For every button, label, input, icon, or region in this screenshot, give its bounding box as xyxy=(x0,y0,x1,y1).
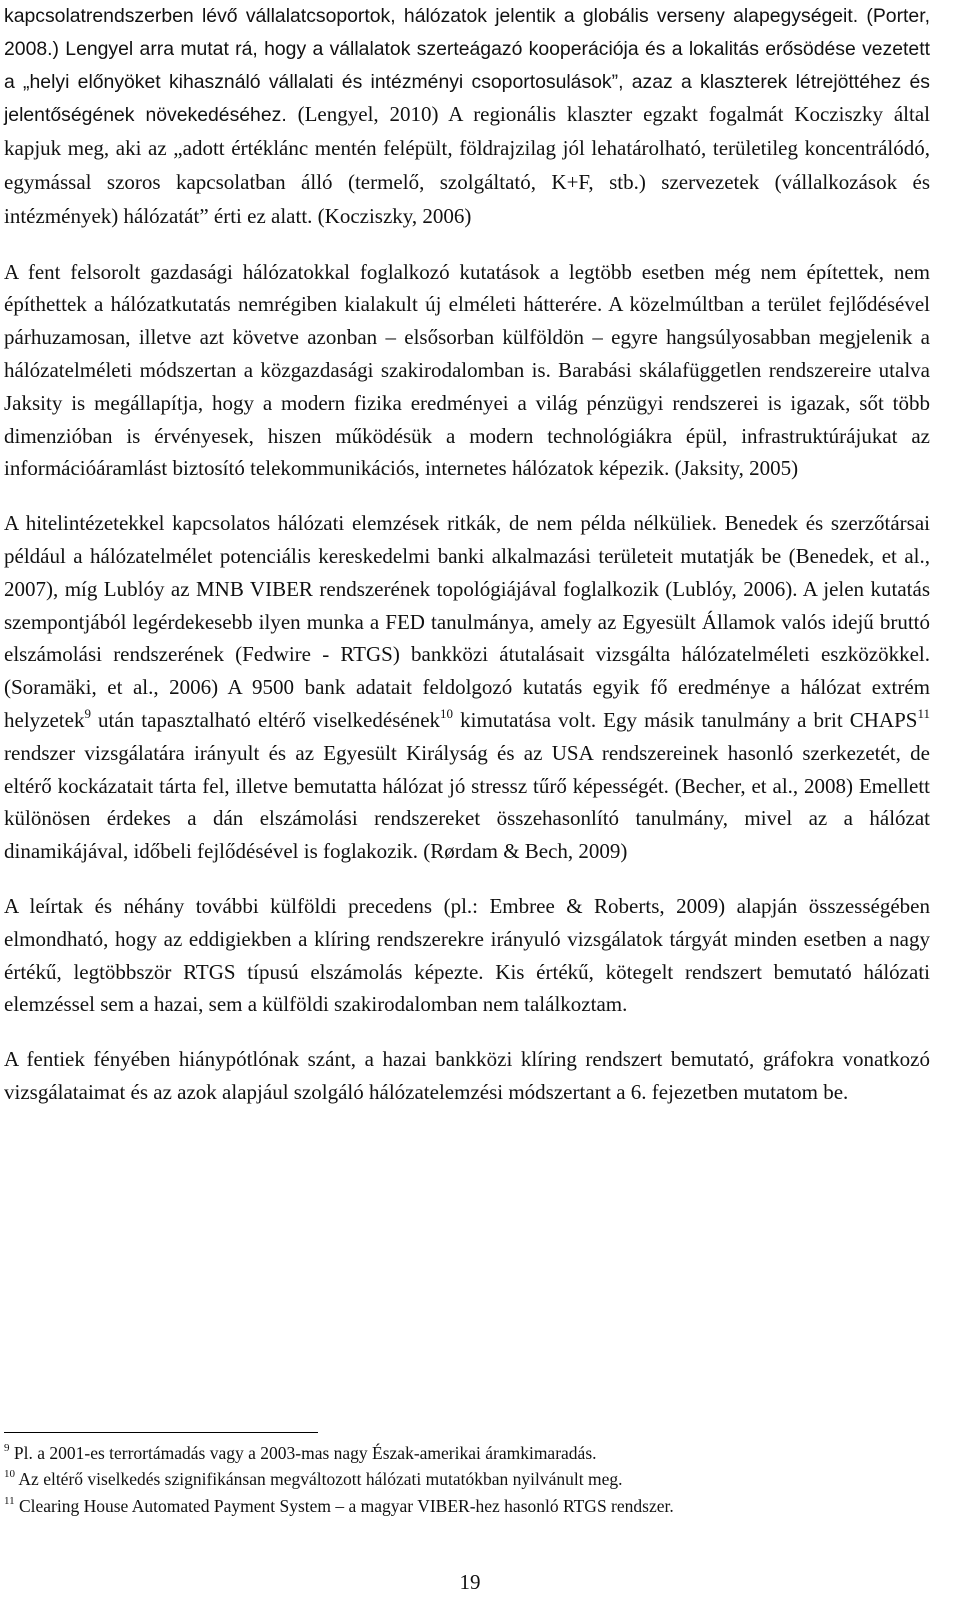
paragraph-text: A hitelintézetekkel kapcsolatos hálózati elemzések ritkák, de nem példa nélküliek. Benedek és szerzőtársai például a hálózatelmélet potenciális kereskedelmi banki alkalmazási területeit mutatják be (Benedek, et al., 2007), míg Lublóy az MNB VIBER rendszerének topológiájával foglalkozik (Lublóy, 2006). A jelen kutatás szempontjából legérdekesebb ilyen munka a FED tanulmánya, amely az Egyesült Államok valós idejű bruttó elszámolási rendszerének (Fedwire - RTGS) bankközi átutalásait vizsgálta hálózatelméleti eszközökkel. (Soramäki, et al., 2006) A 9500 bank adatait feldolgozó kutatás egyik fő eredménye a hálózat extrém helyzetek xyxy=(4,511,930,732)
paragraph-credit-institutions xyxy=(4,507,930,868)
footnote-ref-9[interactable]: 9 xyxy=(84,705,91,721)
footnotes xyxy=(4,1440,930,1519)
footnote-ref-10[interactable]: 10 xyxy=(440,705,454,721)
paragraph-clusters-sans-text: kapcsolatrendszerben lévő vállalatcsoportok, hálózatok jelentik a globális verseny alapegységeit. (Porter, 2008.) Lengyel arra mutat rá, hogy a vállalatok szerteágazó kooperációja és a lokalitás erősödése vezetett a „helyi előnyöket kihasználó vállalati és intézményi csoportosulások”, azaz a klaszterek létrejöttéhez és jelentőségének növekedéséhez. xyxy=(4,5,930,127)
footnote-10 xyxy=(4,1466,930,1492)
page-number: 19 xyxy=(459,1570,481,1594)
footnote-number: 11 xyxy=(4,1494,15,1507)
footnote-11 xyxy=(4,1493,930,1519)
paragraph-text: után tapasztalható eltérő viselkedésének xyxy=(90,707,441,732)
footnote-number: 10 xyxy=(4,1468,15,1481)
footnote-ref-11[interactable]: 11 xyxy=(917,705,930,721)
paragraph-clusters-serif-text: (Lengyel, 2010) A regionális klaszter egzakt fogalmát Kocziszky által kapjuk meg, aki az „adott értéklánc mentén felépült, földrajzilag jól lehatárolható, területileg koncentrálódó, egymással szoros kapcsolatban álló (termelő, szolgáltató, K+F, stb.) szervezetek (vállalkozások és intézmények) hálózatát” érti ez alatt. (Kocziszky, 2006) xyxy=(4,102,930,228)
paragraph-precedents: A leírtak és néhány további külföldi precedens (pl.: Embree & Roberts, 2009) alapján összességében elmondható, hogy az eddigiekben a klíring rendszerekre irányuló vizsgálatok tárgyát minden esetben a nagy értékű, legtöbbször RTGS típusú elszámolás képezte. Kis értékű, kötegelt rendszert bemutató hálózati elemzéssel sem a hazai, sem a külföldi szakirodalomban nem találkoztam. xyxy=(4,893,930,1017)
paragraph-text: rendszer vizsgálatára irányult és az Egyesült Királyság és az USA rendszereinek hasonló szerkezetét, de eltérő kockázatait tárta fel, illetve bemutatta hálózat jó stressz tűrő képességét. (Becher, et al., 2008) Emellett különösen érdekes a dán elszámolási rendszereket összehasonlító tanulmány, mivel az a hálózat dinamikájával, időbeli fejlődésével is foglakozik. (Rørdam & Bech, 2009) xyxy=(4,740,930,864)
paragraph-conclusion: A fentiek fényében hiánypótlónak szánt, a hazai bankközi klíring rendszert bemutató, gráfokra vonatkozó vizsgálataimat és az azok alapjául szolgáló hálózatelemzési módszertant a 6. fejezetben mutatom be. xyxy=(4,1047,930,1104)
footnote-text: Clearing House Automated Payment System – a magyar VIBER-hez hasonló RTGS rendszer. xyxy=(14,1495,674,1516)
paragraph-text: kimutatása volt. Egy másik tanulmány a brit CHAPS xyxy=(453,707,918,732)
paragraph-clusters xyxy=(4,0,930,234)
document-page xyxy=(4,0,930,1109)
footnote-text: Pl. a 2001-es terrortámadás vagy a 2003-mas nagy Észak-amerikai áramkimaradás. xyxy=(9,1443,597,1463)
paragraph-network-research: A fent felsorolt gazdasági hálózatokkal foglalkozó kutatások a legtöbb esetben még nem építettek, nem építhettek a hálózatkutatás nemrégiben kialakult új elméleti hátterére. A közelmúltban a terület fejlődésével párhuzamosan, illetve azt követve azonban – elsősorban külföldön – egyre hangsúlyosabban megjelenik a hálózatelméleti módszertan a közgazdasági szakirodalomban is. Barabási skálafüggetlen rendszereire utalva Jaksity is megállapítja, hogy a modern fizika eredményei a világ pénzügyi rendszerei is igazak, sőt több dimenzióban is érvényesek, hiszen működésük a modern technológiákra épül, infrastruktúrájukat az információáramlást biztosító telekommunikációs, internetes hálózatok képezik. (Jaksity, 2005) xyxy=(4,259,930,481)
footnote-separator xyxy=(4,1432,318,1433)
footnote-text: Az eltérő viselkedés szignifikánsan megváltozott hálózati mutatókban nyilvánult meg. xyxy=(15,1469,623,1490)
footnote-9 xyxy=(4,1440,930,1466)
footnote-number: 9 xyxy=(4,1442,10,1454)
